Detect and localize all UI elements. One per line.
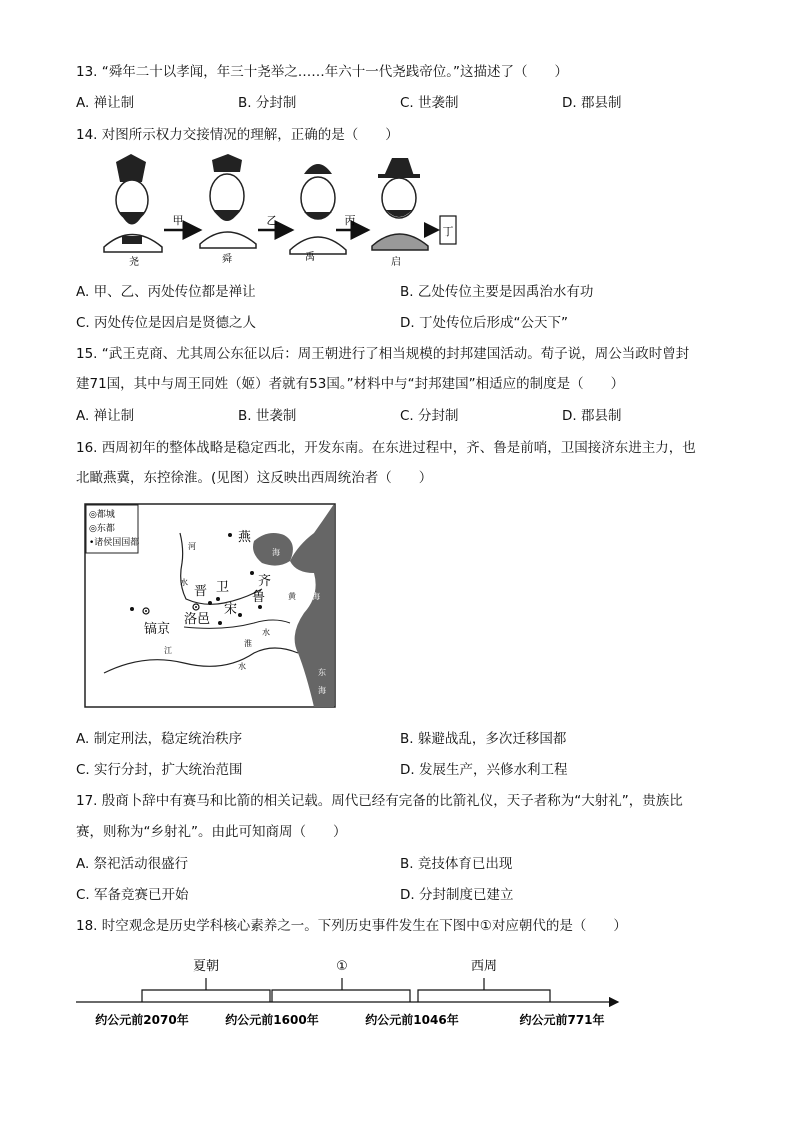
- water-label-1: 渤: [280, 518, 288, 527]
- q13-option-a[interactable]: A. 禅让制: [76, 95, 135, 111]
- period-label-2: ①: [336, 959, 348, 974]
- period-label-3: 西周: [470, 959, 498, 974]
- water-label-9: 江: [164, 646, 172, 655]
- tick-label-1: 约公元前2070年: [95, 1013, 189, 1027]
- q16-option-b[interactable]: B. 躲避战乱，多次迁移国都: [400, 731, 567, 747]
- water-label-12: 海: [318, 686, 326, 695]
- figure-label-1: 尧: [129, 257, 139, 268]
- arrow-label-3: 丙: [344, 214, 356, 227]
- water-label-4: 海: [312, 592, 320, 601]
- place-song: 宋: [224, 602, 238, 617]
- q15-option-d[interactable]: D. 郡县制: [562, 408, 622, 424]
- q17-stem-line2: 赛，则称为“乡射礼”。由此可知商周（ ）: [76, 824, 347, 840]
- bracket-xia: [142, 978, 270, 1002]
- water-label-2: 海: [272, 548, 280, 557]
- place-wei: 卫: [216, 580, 230, 595]
- western-zhou-map: [84, 503, 336, 709]
- water-label-8: 水: [262, 628, 270, 637]
- q14-option-c[interactable]: C. 丙处传位是因启是贤德之人: [76, 315, 257, 331]
- q14-option-b[interactable]: B. 乙处传位主要是因禹治水有功: [400, 284, 594, 300]
- qi-portrait: [372, 158, 428, 250]
- q17-stem-line1: 17. 殷商卜辞中有赛马和比箭的相关记载。周代已经有完备的比箭礼仪，天子者称为“大射礼”，贵族比: [76, 793, 683, 809]
- q16-stem-line1: 16. 西周初年的整体战略是稳定西北，开发东南。在东进过程中，齐、鲁是前哨，卫国接济东进主力，也: [76, 440, 696, 456]
- figure-label-3: 禹: [305, 252, 315, 263]
- q13-stem: 13. “舜年二十以孝闻，年三十尧举之……年六十一代尧践帝位。”这描述了（ ）: [76, 64, 568, 80]
- q15-option-c[interactable]: C. 分封制: [400, 408, 459, 424]
- bracket-western-zhou: [418, 978, 550, 1002]
- dynasty-timeline: [70, 950, 630, 1040]
- yu-portrait: [290, 164, 346, 254]
- q14-option-a[interactable]: A. 甲、乙、丙处传位都是禅让: [76, 284, 256, 300]
- water-label-5: 河: [188, 542, 196, 551]
- period-label-1: 夏朝: [192, 959, 220, 974]
- arrow-label-1: 甲: [172, 214, 184, 227]
- tick-label-4: 约公元前771年: [519, 1013, 605, 1027]
- arrow-label-2: 乙: [266, 214, 278, 227]
- q15-stem-line1: 15. “武王克商、尤其周公东征以后：周王朝进行了相当规模的封邦建国活动。荀子说，周公当政时曾封: [76, 346, 690, 362]
- figure-label-4: 启: [391, 257, 401, 268]
- legend-vassal-capital: •诸侯国国都: [89, 538, 140, 548]
- place-haojing: 镐京: [144, 622, 171, 637]
- q18-stem: 18. 时空观念是历史学科核心素养之一。下列历史事件发生在下图中①对应朝代的是（ ）: [76, 918, 627, 934]
- shun-portrait: [200, 154, 256, 248]
- tick-label-3: 约公元前1046年: [365, 1013, 459, 1027]
- water-label-11: 东: [318, 668, 326, 677]
- q16-option-a[interactable]: A. 制定刑法，稳定统治秩序: [76, 731, 243, 747]
- q16-option-d[interactable]: D. 发展生产，兴修水利工程: [400, 762, 568, 778]
- q15-option-a[interactable]: A. 禅让制: [76, 408, 135, 424]
- place-lu: 鲁: [252, 590, 266, 605]
- place-luoyi: 洛邑: [184, 612, 211, 627]
- water-label-10: 水: [238, 662, 246, 671]
- place-qi: 齐: [258, 574, 272, 589]
- figure-label-2: 舜: [222, 254, 232, 265]
- tick-label-2: 约公元前1600年: [225, 1013, 319, 1027]
- succession-figure: [96, 152, 466, 272]
- q13-option-b[interactable]: B. 分封制: [238, 95, 297, 111]
- q17-option-d[interactable]: D. 分封制度已建立: [400, 887, 514, 903]
- bracket-unknown: [272, 978, 410, 1002]
- water-label-6: 水: [180, 578, 188, 587]
- water-label-3: 黄: [288, 592, 296, 601]
- end-box-label: 丁: [442, 225, 454, 238]
- q16-option-c[interactable]: C. 实行分封，扩大统治范围: [76, 762, 243, 778]
- place-jin: 晋: [194, 584, 208, 599]
- legend-east-capital: ◎东都: [89, 524, 115, 534]
- q17-option-a[interactable]: A. 祭祀活动很盛行: [76, 856, 189, 872]
- place-yan: 燕: [238, 530, 252, 545]
- legend-capital: ◎都城: [89, 510, 115, 520]
- q14-option-d[interactable]: D. 丁处传位后形成“公天下”: [400, 315, 568, 331]
- water-label-7: 淮: [244, 639, 252, 648]
- q16-stem-line2: 北瞰燕冀，东控徐淮。(见图）这反映出西周统治者（ ）: [76, 470, 433, 486]
- q13-option-c[interactable]: C. 世袭制: [400, 95, 459, 111]
- q15-stem-line2: 建71国，其中与周王同姓（姬）者就有53国。”材料中与“封邦建国”相适应的制度是（ ）: [76, 376, 625, 392]
- yao-portrait: [104, 154, 162, 252]
- q13-option-d[interactable]: D. 郡县制: [562, 95, 622, 111]
- q17-option-c[interactable]: C. 军备竞赛已开始: [76, 887, 189, 903]
- q14-stem: 14. 对图所示权力交接情况的理解，正确的是（ ）: [76, 127, 399, 143]
- q15-option-b[interactable]: B. 世袭制: [238, 408, 297, 424]
- q17-option-b[interactable]: B. 竞技体育已出现: [400, 856, 513, 872]
